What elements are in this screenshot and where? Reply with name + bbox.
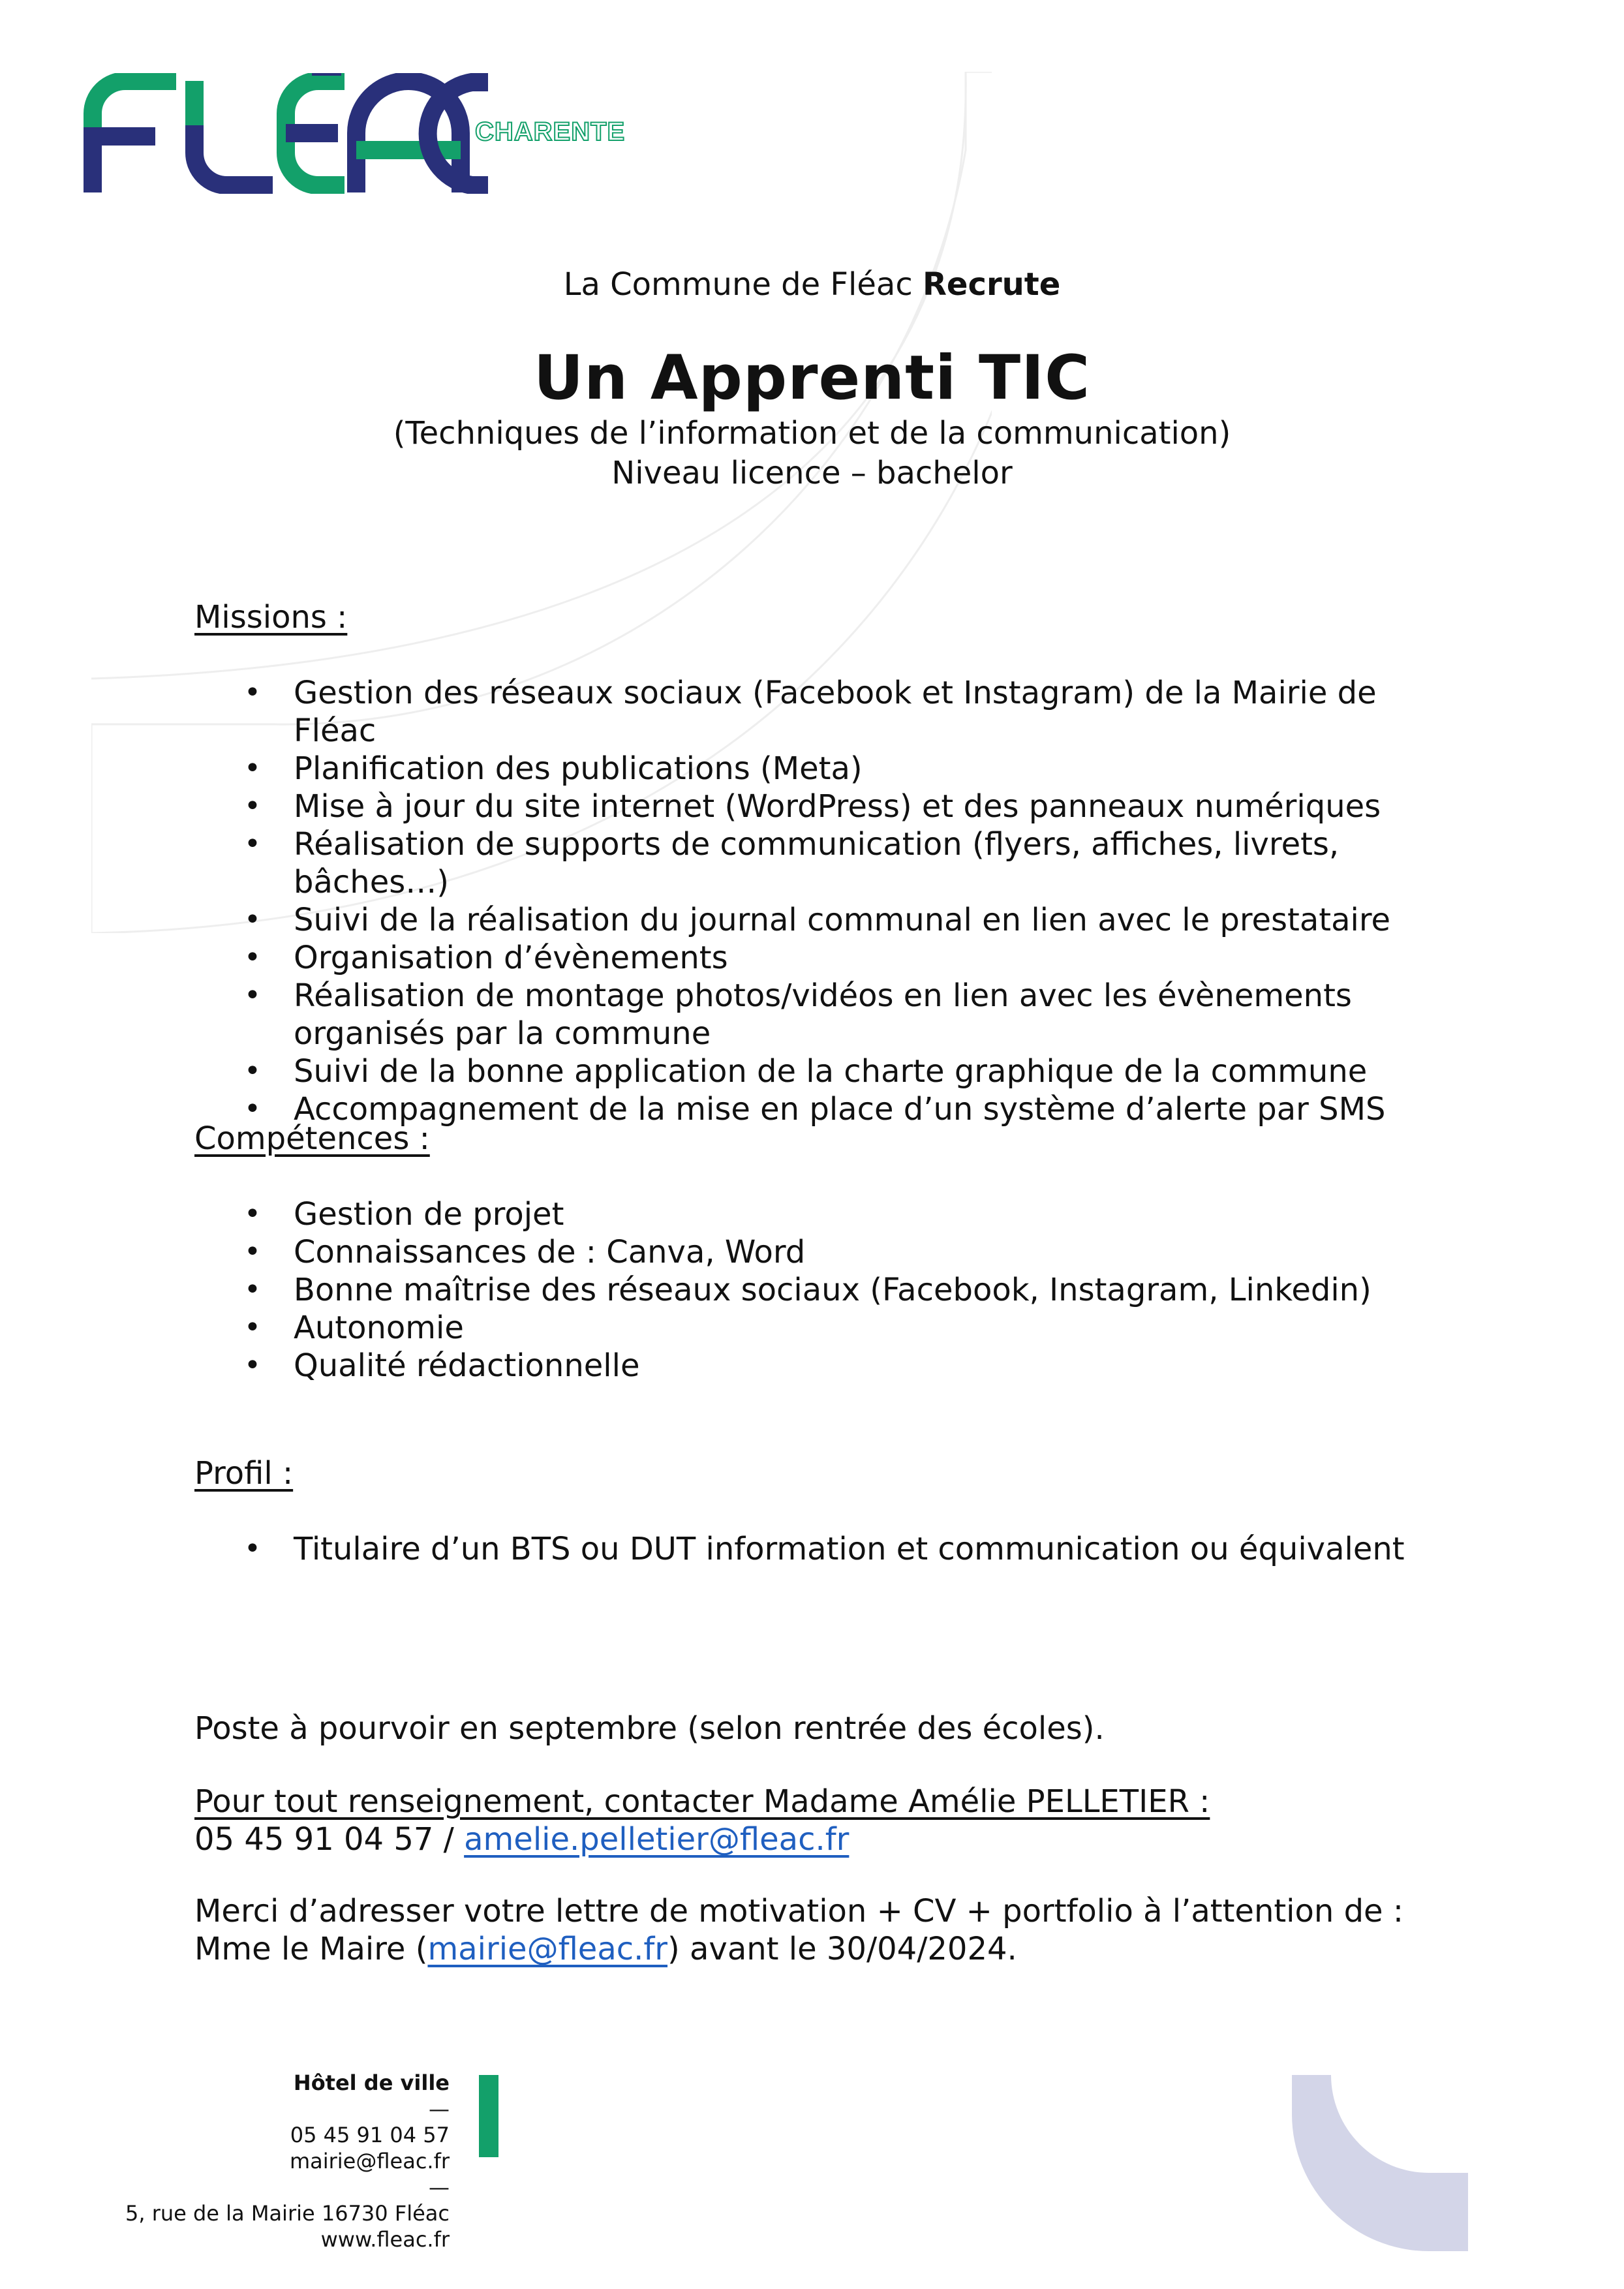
list-item: [0, 674, 1501, 750]
bullet-icon: •: [244, 1273, 261, 1306]
bullet-icon: •: [244, 1092, 261, 1126]
footer-dash: —: [429, 2097, 450, 2121]
footer-website: www.fleac.fr: [320, 2227, 450, 2252]
poste-text: Poste à pourvoir en septembre (selon rentrée des écoles).: [194, 1710, 1105, 1747]
list-item-text: Connaissances de : Canva, Word: [294, 1234, 806, 1270]
maire-email-link[interactable]: mairie@fleac.fr: [427, 1931, 668, 1967]
footer-phone: 05 45 91 04 57: [290, 2123, 450, 2147]
list-item-text: Mise à jour du site internet (WordPress) et des panneaux numériques: [294, 788, 1381, 825]
competences-list: [0, 1195, 1501, 1385]
list-item: [0, 1271, 1501, 1309]
list-item: [0, 750, 1501, 788]
merci-text: Merci d’adresser votre lettre de motivation + CV + portfolio à l’attention de :: [194, 1893, 1403, 1929]
recrute-bold: Recrute: [922, 266, 1061, 303]
list-item: [0, 788, 1501, 825]
level-line: Niveau licence – bachelor: [611, 455, 1013, 491]
profil-list: [0, 1530, 1501, 1568]
recrute-prefix: La Commune de Fléac: [563, 266, 923, 303]
maire-suffix: ) avant le 30/04/2024.: [667, 1931, 1017, 1967]
fleac-logo-c: [397, 73, 488, 194]
list-item-text: Accompagnement de la mise en place d’un système d’alerte par SMS: [294, 1091, 1386, 1128]
competences-heading: Compétences :: [194, 1120, 430, 1157]
list-item-text: Suivi de la réalisation du journal communal en lien avec le prestataire: [294, 902, 1391, 938]
list-item: [0, 977, 1501, 1052]
list-item: [0, 1347, 1501, 1385]
bullet-icon: •: [244, 1235, 261, 1268]
bullet-icon: •: [244, 979, 261, 1012]
logo-subtitle: CHARENTE: [475, 117, 626, 146]
bullet-icon: •: [244, 1532, 261, 1565]
bullet-icon: •: [244, 1311, 261, 1344]
list-item: [0, 1052, 1501, 1090]
bullet-icon: •: [244, 941, 261, 974]
list-item: [0, 939, 1501, 977]
footer-heading: Hôtel de ville: [293, 2070, 450, 2095]
list-item: [0, 1530, 1501, 1568]
list-item-text: Gestion des réseaux sociaux (Facebook et Instagram) de la Mairie de Fléac: [294, 675, 1377, 749]
page-subtitle: (Techniques de l’information et de la communication): [393, 415, 1231, 452]
footer-address: 5, rue de la Mairie 16730 Fléac: [125, 2201, 450, 2226]
contact-line: [194, 1820, 1210, 1858]
bullet-icon: •: [244, 1349, 261, 1382]
list-item: [0, 1195, 1501, 1233]
bullet-icon: •: [244, 827, 261, 861]
list-item: [0, 1233, 1501, 1271]
recrute-line: [0, 266, 1624, 303]
list-item: [0, 825, 1501, 901]
list-item-text: Suivi de la bonne application de la charte graphique de la commune: [294, 1053, 1368, 1090]
contact-label: Pour tout renseignement, contacter Madame Amélie PELLETIER :: [194, 1783, 1210, 1820]
profil-heading: Profil :: [194, 1455, 294, 1492]
list-item-text: Titulaire d’un BTS ou DUT information et communication ou équivalent: [294, 1531, 1405, 1567]
list-item-text: Réalisation de montage photos/vidéos en lien avec les évènements organisés par la commune: [294, 977, 1352, 1052]
list-item-text: Autonomie: [294, 1310, 464, 1346]
maire-prefix: Mme le Maire (: [194, 1931, 428, 1967]
contact-block: [194, 1783, 1210, 1858]
merci-block: [194, 1892, 1403, 1968]
fleac-logo: [84, 73, 482, 196]
bullet-icon: •: [244, 676, 261, 709]
list-item-text: Gestion de projet: [294, 1196, 564, 1233]
footer-email: mairie@fleac.fr: [289, 2149, 450, 2174]
maire-line: [194, 1930, 1403, 1968]
footer-address-block: [125, 2070, 450, 2252]
bullet-icon: •: [244, 1197, 261, 1231]
bullet-icon: •: [244, 790, 261, 823]
bullet-icon: •: [244, 903, 261, 936]
contact-email-link[interactable]: amelie.pelletier@fleac.fr: [464, 1821, 850, 1858]
list-item-text: Bonne maîtrise des réseaux sociaux (Facebook, Instagram, Linkedin): [294, 1272, 1371, 1308]
list-item: [0, 901, 1501, 939]
page-title: Un Apprenti TIC: [533, 343, 1091, 414]
list-item: [0, 1309, 1501, 1347]
bullet-icon: •: [244, 752, 261, 785]
footer-green-bar: [479, 2075, 498, 2157]
corner-arc-decoration: [1292, 2075, 1468, 2251]
missions-list: [0, 674, 1501, 1128]
footer-dash: —: [429, 2175, 450, 2200]
list-item-text: Planification des publications (Meta): [294, 750, 863, 787]
list-item-text: Qualité rédactionnelle: [294, 1347, 640, 1384]
bullet-icon: •: [244, 1054, 261, 1088]
contact-phone: 05 45 91 04 57 /: [194, 1821, 465, 1858]
missions-heading: Missions :: [194, 599, 348, 636]
list-item-text: Réalisation de supports de communication (flyers, affiches, livrets, bâches…): [294, 826, 1340, 900]
list-item-text: Organisation d’évènements: [294, 940, 728, 976]
